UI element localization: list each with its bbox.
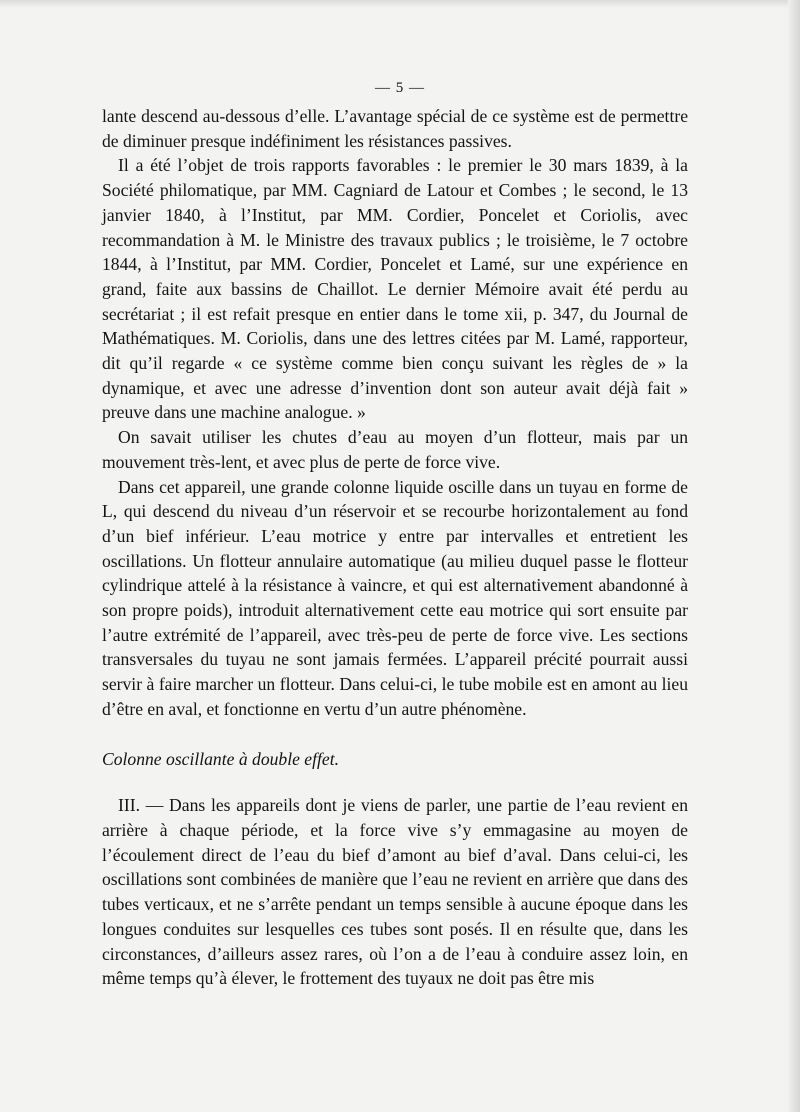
page-top-shadow xyxy=(0,0,800,8)
paragraph-rapports: Il a été l’objet de trois rapports favorables : le premier le 30 mars 1839, à la Société philomatique, par MM. Cagniard de Latour et Combes ; le second, le 13 janvier 1840, à l’Institut, par MM. Cordier, Poncelet et Coriolis, avec recommandation à M. le Ministre des travaux publics ; le troisième, le 7 octobre 1844, à l’Institut, par MM. Cordier, Poncelet et Lamé, sur une expérience en grand, faite aux bassins de Chaillot. Le dernier Mémoire avait été perdu au secrétariat ; il est refait presque en entier dans le tome xii, p. 347, du Journal de Mathématiques. M. Coriolis, dans une des lettres citées par M. Lamé, rapporteur, dit qu’il regarde « ce système comme bien conçu suivant les règles de » la dynamique, et avec une adresse d’invention dont son auteur avait déjà fait » preuve dans une machine analogue. » xyxy=(102,155,688,423)
section-heading: Colonne oscillante à double effet. xyxy=(102,748,339,769)
page-number: — 5 — xyxy=(375,80,425,96)
paragraph-section-iii: III. — Dans les appareils dont je viens de parler, une partie de l’eau revient en arrière à chaque période, et la force vive s’y emmagasine au moyen de l’écoulement direct de l’eau du bief d’amont au bief d’aval. Dans celui-ci, les oscillations sont combinées de manière que l’eau ne revient en arrière que dans des tubes verticaux, et ne s’arrête pendant un temps sensible à aucune époque dans les longues conduites sur lesquelles ces tubes sont posés. Il en résulte que, dans les circonstances, d’ailleurs assez rares, où l’on a de l’eau à conduire assez loin, en même temps qu’à élever, le frottement des tuyaux ne doit pas être mis xyxy=(102,795,688,989)
paragraph-appareil: Dans cet appareil, une grande colonne liquide oscille dans un tuyau en forme de L, qui descend du niveau d’un réservoir et se recourbe horizontalement au fond d’un bief inférieur. L’eau motrice y entre par intervalles et entretient les oscillations. Un flotteur annulaire automatique (au milieu duquel passe le flotteur cylindrique attelé à la résistance à vaincre, et qui est alternativement abandonné à son propre poids), introduit alternativement cette eau motrice qui sort ensuite par l’autre extrémité de l’appareil, avec très-peu de perte de force vive. Les sections transversales du tuyau ne sont jamais fermées. L’appareil précité pourrait aussi servir à faire marcher un flotteur. Dans celui-ci, le tube mobile est en amont au lieu d’être en aval, et fonctionne en vertu d’un autre phénomène. xyxy=(102,476,688,719)
page-body xyxy=(102,104,688,991)
paragraph-flotteur: On savait utiliser les chutes d’eau au moyen d’un flotteur, mais par un mouvement très-lent, et avec plus de perte de force vive. xyxy=(102,427,688,472)
paragraph-continuation: lante descend au-dessous d’elle. L’avantage spécial de ce système est de permettre de diminuer presque indéfiniment les résistances passives. xyxy=(102,106,688,151)
page-right-shadow xyxy=(788,0,800,1112)
